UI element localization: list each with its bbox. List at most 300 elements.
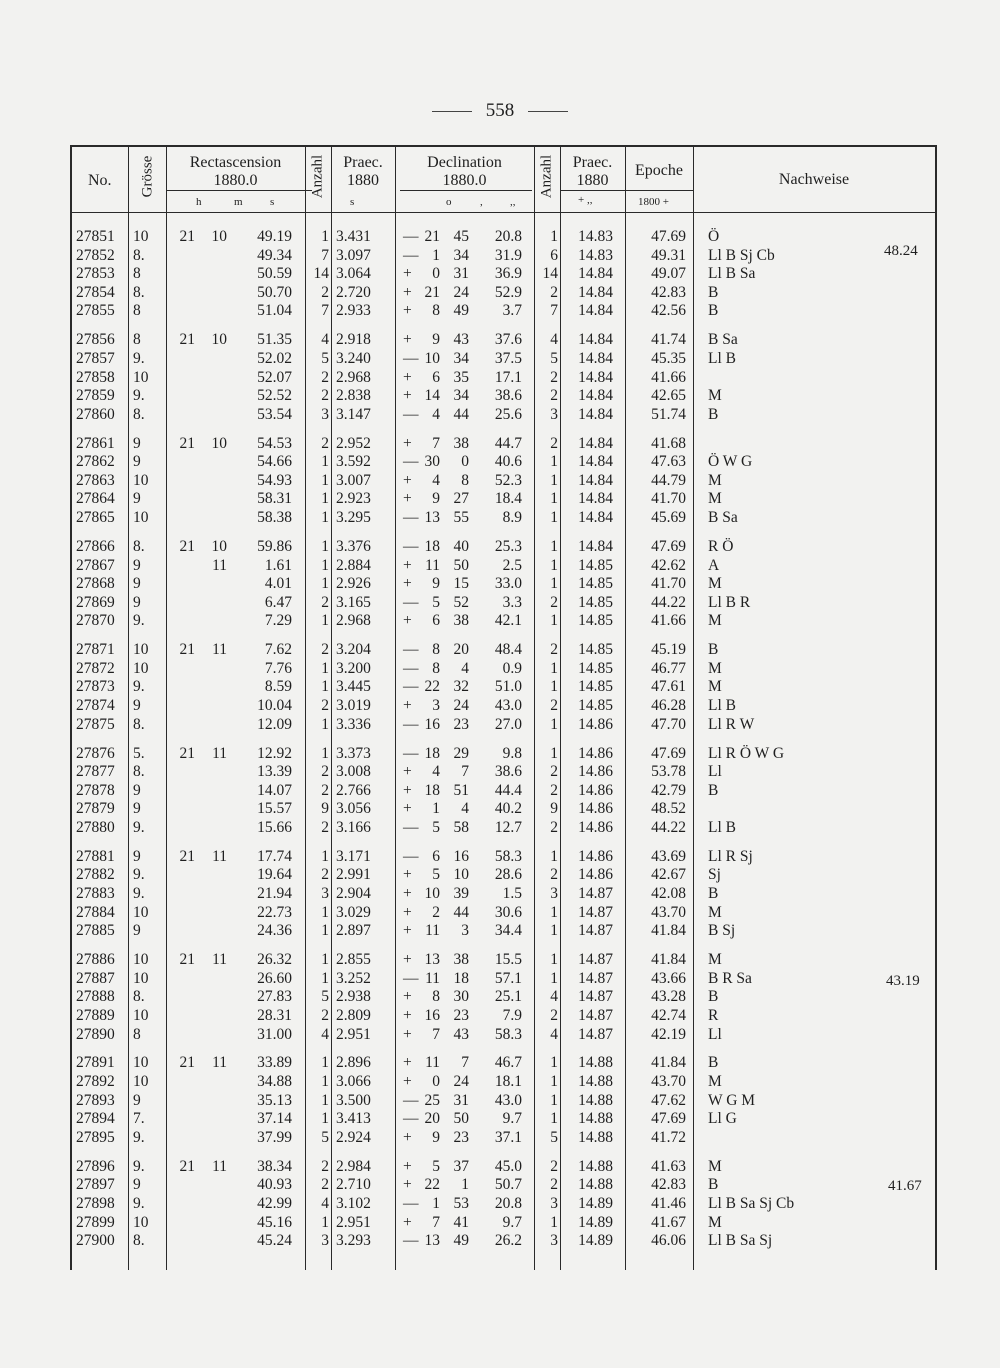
ra-hours: 21 <box>179 744 195 762</box>
star-number: 27857 <box>76 349 115 367</box>
decl-minutes: 23 <box>453 715 469 733</box>
header-praec-year: 1880 <box>347 172 379 189</box>
ra-seconds: 38.34 <box>257 1157 292 1175</box>
epoch: 45.35 <box>651 349 686 367</box>
star-number: 27851 <box>76 228 115 245</box>
margin-note: 48.24 <box>884 243 918 259</box>
decl-sign: + <box>403 1128 412 1146</box>
references: Ll B <box>708 349 736 367</box>
decl-seconds: 37.5 <box>494 349 522 367</box>
decl-sign: + <box>403 697 412 714</box>
ra-precession: 2.938 <box>336 988 371 1006</box>
ra-count: 9 <box>321 800 329 818</box>
decl-degrees: 7 <box>432 1213 440 1231</box>
decl-sign: — <box>403 509 419 526</box>
decl-seconds: 25.1 <box>494 988 522 1006</box>
epoch: 44.79 <box>651 471 686 489</box>
references: Ll R Ö W G <box>708 744 785 762</box>
decl-count: 1 <box>550 659 558 677</box>
decl-degrees: 5 <box>432 866 440 884</box>
decl-degrees: 8 <box>432 659 440 677</box>
decl-sign: + <box>403 387 412 405</box>
decl-count: 1 <box>550 228 558 245</box>
decl-minutes: 32 <box>453 678 469 696</box>
ra-seconds: 52.52 <box>257 387 292 405</box>
ra-seconds: 49.34 <box>257 246 292 264</box>
references: A <box>708 556 720 574</box>
star-number: 27897 <box>76 1176 115 1194</box>
star-number: 27855 <box>76 302 115 320</box>
decl-sign: — <box>403 593 419 611</box>
ra-seconds: 8.59 <box>264 678 292 696</box>
page-number <box>0 100 1000 122</box>
ra-seconds: 4.01 <box>264 575 292 593</box>
ra-count: 5 <box>321 1128 329 1146</box>
decl-minutes: 43 <box>453 331 469 349</box>
ra-precession: 3.252 <box>336 969 371 987</box>
ra-count: 2 <box>321 283 329 301</box>
ra-precession: 3.376 <box>336 537 371 555</box>
magnitude: 8. <box>133 715 145 733</box>
references: M <box>708 678 722 696</box>
ra-hours: 21 <box>179 641 195 659</box>
decl-degrees: 9 <box>432 331 440 349</box>
decl-minutes: 0 <box>461 453 469 471</box>
epoch: 42.79 <box>651 781 686 799</box>
ra-precession: 2.897 <box>336 922 371 940</box>
decl-sign: + <box>403 1054 412 1072</box>
decl-minutes: 1 <box>461 1176 469 1194</box>
star-number: 27884 <box>76 903 115 921</box>
magnitude: 9. <box>133 866 145 884</box>
references: B <box>708 405 719 423</box>
ra-precession: 2.926 <box>336 575 371 593</box>
star-number: 27875 <box>76 715 115 733</box>
decl-count: 1 <box>550 453 558 471</box>
ra-seconds: 40.93 <box>257 1176 292 1194</box>
decl-degrees: 1 <box>432 1194 440 1212</box>
table-row <box>0 922 1000 940</box>
decl-degrees: 6 <box>432 847 440 865</box>
references: Ll G <box>708 1110 737 1128</box>
decl-degrees: 5 <box>432 1157 440 1175</box>
table-row <box>0 716 1000 734</box>
decl-degrees: 21 <box>424 228 440 245</box>
decl-precession: 14.85 <box>578 612 613 630</box>
decl-sign: — <box>403 537 419 555</box>
decl-sign: + <box>403 612 412 630</box>
ra-seconds: 50.59 <box>257 265 292 283</box>
epoch: 41.66 <box>651 368 686 386</box>
decl-seconds: 52.3 <box>494 471 522 489</box>
decl-sign: + <box>403 556 412 574</box>
decl-precession: 14.84 <box>578 387 613 405</box>
decl-seconds: 30.6 <box>494 903 522 921</box>
table-row <box>0 800 1000 818</box>
decl-minutes: 7 <box>461 1054 469 1072</box>
table-row <box>0 435 1000 453</box>
magnitude: 9 <box>133 847 141 865</box>
references: M <box>708 951 722 969</box>
table-row <box>0 970 1000 988</box>
epoch: 41.66 <box>651 612 686 630</box>
decl-precession: 14.83 <box>578 246 613 264</box>
ra-count: 3 <box>321 885 329 902</box>
table-row <box>0 594 1000 612</box>
decl-seconds: 43.0 <box>494 1091 522 1109</box>
decl-count: 14 <box>542 265 558 283</box>
ra-count: 2 <box>321 1176 329 1194</box>
ra-seconds: 1.61 <box>264 556 292 574</box>
decl-degrees: 9 <box>432 490 440 508</box>
decl-count: 2 <box>550 641 558 659</box>
decl-seconds: 7.9 <box>502 1006 522 1024</box>
decl-degrees: 11 <box>425 556 440 574</box>
decl-degrees: 4 <box>432 763 440 781</box>
star-number: 27882 <box>76 866 115 884</box>
ra-seconds: 10.04 <box>257 697 292 714</box>
table-row <box>0 1110 1000 1128</box>
decl-precession: 14.83 <box>578 228 613 245</box>
decl-degrees: 5 <box>432 593 440 611</box>
ra-precession: 2.984 <box>336 1157 371 1175</box>
decl-seconds: 45.0 <box>494 1157 522 1175</box>
ra-precession: 3.293 <box>336 1232 371 1250</box>
ra-count: 1 <box>321 556 329 574</box>
references: B <box>708 781 719 799</box>
decl-degrees: 10 <box>424 349 440 367</box>
magnitude: 9. <box>133 387 145 405</box>
decl-minutes: 34 <box>453 387 469 405</box>
decl-seconds: 44.7 <box>494 434 522 452</box>
epoch: 46.28 <box>651 697 686 714</box>
ra-precession: 2.951 <box>336 1213 371 1231</box>
header-ra: Rectascension <box>189 154 282 171</box>
references: M <box>708 612 722 630</box>
decl-degrees: 11 <box>425 1054 440 1072</box>
magnitude: 9. <box>133 349 145 367</box>
praec-unit: s <box>350 196 355 208</box>
table-row <box>0 951 1000 969</box>
decl-seconds: 0.9 <box>502 659 522 677</box>
ra-hours: 21 <box>179 847 195 865</box>
decl-minutes: 58 <box>453 818 469 836</box>
decl-minutes: 7 <box>461 763 469 781</box>
ra-minutes: 11 <box>212 641 227 659</box>
star-number: 27898 <box>76 1194 115 1212</box>
ra-count: 1 <box>321 509 329 526</box>
star-number: 27866 <box>76 537 115 555</box>
ra-precession: 2.838 <box>336 387 371 405</box>
star-number: 27867 <box>76 556 115 574</box>
ra-precession: 2.952 <box>336 434 371 452</box>
magnitude: 10 <box>133 903 149 921</box>
star-number: 27885 <box>76 922 115 940</box>
table-row <box>0 1129 1000 1147</box>
epoch: 43.70 <box>651 903 686 921</box>
ra-seconds: 58.31 <box>257 490 292 508</box>
decl-count: 2 <box>550 1006 558 1024</box>
epoch: 43.28 <box>651 988 686 1006</box>
ra-precession: 2.720 <box>336 283 371 301</box>
ra-seconds: 51.04 <box>257 302 292 320</box>
star-number: 27869 <box>76 593 115 611</box>
decl-precession: 14.87 <box>578 988 613 1006</box>
decl-degrees: 9 <box>432 575 440 593</box>
ra-unit-rule <box>166 190 312 191</box>
references: Ll R Sj <box>708 847 753 865</box>
table-row <box>0 509 1000 527</box>
decl-degrees: 0 <box>432 1073 440 1090</box>
ra-seconds: 17.74 <box>257 847 292 865</box>
epoch: 41.70 <box>651 490 686 508</box>
decl-precession: 14.86 <box>578 866 613 884</box>
decl-degrees: 6 <box>432 612 440 630</box>
ra-count: 3 <box>321 405 329 423</box>
decl-precession: 14.88 <box>578 1128 613 1146</box>
table-row <box>0 819 1000 837</box>
ra-count: 1 <box>321 744 329 762</box>
decl-precession: 14.86 <box>578 847 613 865</box>
decl-seconds: 51.0 <box>494 678 522 696</box>
table-row <box>0 247 1000 265</box>
decl-minutes: 18 <box>453 969 469 987</box>
header-anzahl-2: Anzahl <box>538 154 555 199</box>
decl-count: 1 <box>550 969 558 987</box>
epoch: 51.74 <box>651 405 686 423</box>
header-groesse: Grösse <box>139 155 156 198</box>
decl-sign: — <box>403 818 419 836</box>
ra-unit-s: s <box>270 196 275 208</box>
ra-precession: 3.500 <box>336 1091 371 1109</box>
header-ra-epoch: 1880.0 <box>213 172 258 189</box>
decl-unit-min: , <box>480 196 483 208</box>
ra-precession: 3.056 <box>336 800 371 818</box>
epoch: 46.77 <box>651 659 686 677</box>
star-number: 27886 <box>76 951 115 969</box>
ra-count: 1 <box>321 1054 329 1072</box>
decl-precession: 14.85 <box>578 678 613 696</box>
ra-count: 5 <box>321 988 329 1006</box>
magnitude: 10 <box>133 1073 149 1090</box>
ra-count: 2 <box>321 763 329 781</box>
decl-minutes: 24 <box>453 1073 469 1090</box>
magnitude: 9 <box>133 922 141 940</box>
decl-sign: + <box>403 781 412 799</box>
header-bottom-rule <box>70 212 937 213</box>
star-number: 27859 <box>76 387 115 405</box>
ra-count: 2 <box>321 434 329 452</box>
decl-seconds: 25.3 <box>494 537 522 555</box>
ra-count: 7 <box>321 302 329 320</box>
decl-sign: + <box>403 1073 412 1090</box>
references: B <box>708 885 719 902</box>
decl-count: 2 <box>550 866 558 884</box>
ra-precession: 3.445 <box>336 678 371 696</box>
decl-sign: — <box>403 453 419 471</box>
decl-minutes: 31 <box>453 265 469 283</box>
epoch: 47.61 <box>651 678 686 696</box>
decl-seconds: 25.6 <box>494 405 522 423</box>
references: Ll B R <box>708 593 751 611</box>
magnitude: 10 <box>133 951 149 969</box>
decl-seconds: 44.4 <box>494 781 522 799</box>
ra-precession: 2.968 <box>336 612 371 630</box>
ra-count: 1 <box>321 903 329 921</box>
decl-sign: + <box>403 800 412 818</box>
ra-minutes: 11 <box>212 1054 227 1072</box>
decl-sign: — <box>403 847 419 865</box>
ra-precession: 2.809 <box>336 1006 371 1024</box>
magnitude: 8. <box>133 283 145 301</box>
decl-count: 1 <box>550 612 558 630</box>
decl-sign: + <box>403 866 412 884</box>
ra-seconds: 28.31 <box>257 1006 292 1024</box>
ra-precession: 3.102 <box>336 1194 371 1212</box>
ra-precession: 3.066 <box>336 1073 371 1090</box>
ra-precession: 3.204 <box>336 641 371 659</box>
ra-seconds: 34.88 <box>257 1073 292 1090</box>
ra-count: 2 <box>321 593 329 611</box>
star-number: 27862 <box>76 453 115 471</box>
star-number: 27870 <box>76 612 115 630</box>
ra-precession: 3.166 <box>336 818 371 836</box>
ra-count: 1 <box>321 490 329 508</box>
decl-sign: — <box>403 969 419 987</box>
decl-sign: — <box>403 659 419 677</box>
ra-count: 4 <box>321 331 329 349</box>
epoch: 47.63 <box>651 453 686 471</box>
decl-minutes: 29 <box>453 744 469 762</box>
decl-seconds: 58.3 <box>494 847 522 865</box>
ra-count: 1 <box>321 659 329 677</box>
decl-minutes: 34 <box>453 349 469 367</box>
decl-seconds: 58.3 <box>494 1025 522 1043</box>
ra-seconds: 27.83 <box>257 988 292 1006</box>
magnitude: 8 <box>133 302 141 320</box>
decl-seconds: 9.7 <box>502 1213 522 1231</box>
decl-sign: — <box>403 349 419 367</box>
ra-precession: 2.968 <box>336 368 371 386</box>
table-row <box>0 406 1000 424</box>
decl-seconds: 38.6 <box>494 763 522 781</box>
ra-precession: 2.904 <box>336 885 371 902</box>
decl-seconds: 1.5 <box>502 885 522 902</box>
table-row <box>0 265 1000 283</box>
decl-unit-rule <box>400 190 532 191</box>
epoch: 47.69 <box>651 1110 686 1128</box>
magnitude: 10 <box>133 1054 149 1072</box>
decl-degrees: 0 <box>432 265 440 283</box>
decl-degrees: 4 <box>432 405 440 423</box>
magnitude: 9 <box>133 800 141 818</box>
epoch: 48.52 <box>651 800 686 818</box>
decl-precession: 14.86 <box>578 763 613 781</box>
decl-sign: — <box>403 1110 419 1128</box>
decl-sign: — <box>403 1232 419 1250</box>
decl-minutes: 44 <box>453 903 469 921</box>
table-row <box>0 387 1000 405</box>
decl-degrees: 4 <box>432 471 440 489</box>
decl-count: 3 <box>550 405 558 423</box>
decl-count: 5 <box>550 349 558 367</box>
star-number: 27868 <box>76 575 115 593</box>
decl-count: 4 <box>550 1025 558 1043</box>
epoche-sub: 1800 + <box>638 196 669 208</box>
header-no: No. <box>88 172 112 189</box>
decl-sign: + <box>403 1006 412 1024</box>
references: M <box>708 387 722 405</box>
decl-seconds: 33.0 <box>494 575 522 593</box>
epoch: 41.70 <box>651 575 686 593</box>
epoch: 44.22 <box>651 818 686 836</box>
table-row <box>0 557 1000 575</box>
decl-seconds: 37.6 <box>494 331 522 349</box>
decl-count: 7 <box>550 302 558 320</box>
decl-minutes: 3 <box>461 922 469 940</box>
ra-seconds: 19.64 <box>257 866 292 884</box>
decl-degrees: 14 <box>424 387 440 405</box>
star-number: 27895 <box>76 1128 115 1146</box>
decl-seconds: 17.1 <box>494 368 522 386</box>
decl-minutes: 24 <box>453 283 469 301</box>
magnitude: 5. <box>133 744 145 762</box>
star-number: 27874 <box>76 697 115 714</box>
decl-precession: 14.84 <box>578 434 613 452</box>
decl-count: 1 <box>550 1213 558 1231</box>
decl-precession: 14.84 <box>578 509 613 526</box>
references: B <box>708 988 719 1006</box>
magnitude: 7. <box>133 1110 145 1128</box>
ra-seconds: 54.66 <box>257 453 292 471</box>
decl-precession: 14.84 <box>578 471 613 489</box>
ra-seconds: 54.53 <box>257 434 292 452</box>
table-row <box>0 782 1000 800</box>
ra-precession: 3.413 <box>336 1110 371 1128</box>
ra-seconds: 59.86 <box>257 537 292 555</box>
decl-precession: 14.85 <box>578 659 613 677</box>
references: Ll B <box>708 818 736 836</box>
decl-count: 1 <box>550 1073 558 1090</box>
decl-sign: — <box>403 641 419 659</box>
epoch: 42.74 <box>651 1006 686 1024</box>
decl-count: 4 <box>550 331 558 349</box>
ra-count: 1 <box>321 1110 329 1128</box>
references: B Sa <box>708 509 738 526</box>
table-row <box>0 641 1000 659</box>
table-row <box>0 763 1000 781</box>
magnitude: 9 <box>133 556 141 574</box>
epoch: 42.08 <box>651 885 686 902</box>
decl-seconds: 48.4 <box>494 641 522 659</box>
decl-precession: 14.85 <box>578 641 613 659</box>
decl-count: 2 <box>550 368 558 386</box>
decl-seconds: 18.4 <box>494 490 522 508</box>
decl-sign: + <box>403 951 412 969</box>
magnitude: 9. <box>133 818 145 836</box>
decl-sign: + <box>403 471 412 489</box>
references: Ll B Sa <box>708 265 756 283</box>
ra-count: 1 <box>321 847 329 865</box>
star-number: 27873 <box>76 678 115 696</box>
references: B <box>708 302 719 320</box>
star-number: 27889 <box>76 1006 115 1024</box>
ra-seconds: 21.94 <box>257 885 292 902</box>
ra-count: 1 <box>321 1213 329 1231</box>
magnitude: 8. <box>133 763 145 781</box>
table-row <box>0 745 1000 763</box>
epoch: 43.66 <box>651 969 686 987</box>
